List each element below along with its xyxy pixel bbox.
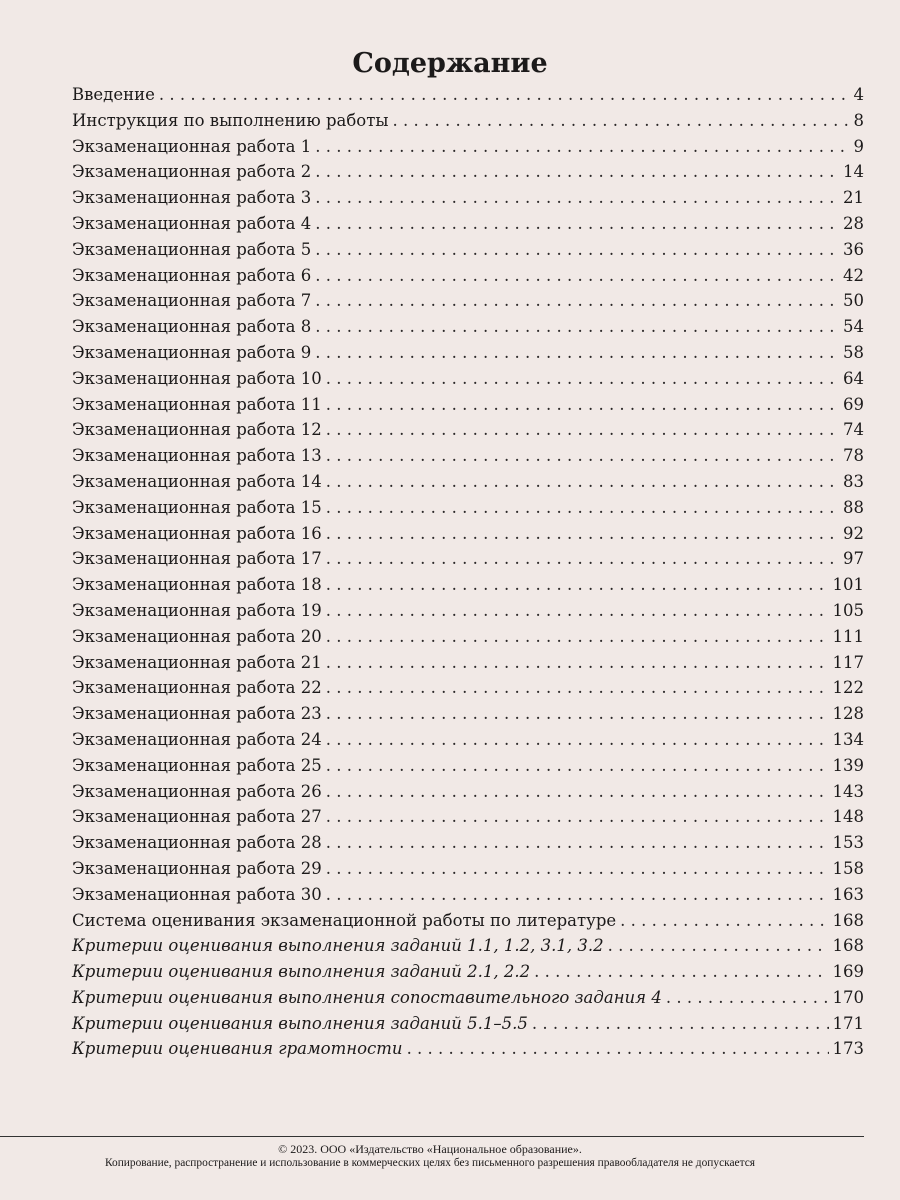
toc-entry-title: Экзаменационная работа 24 [72,729,322,749]
toc-dot-leader [326,495,839,521]
toc-entry [72,624,864,650]
toc-entry [72,959,864,985]
toc-entry-title: Экзаменационная работа 19 [72,600,322,620]
toc-entry [72,985,864,1011]
toc-entry-page: 78 [843,446,864,466]
page-title: Содержание [352,48,548,80]
toc-entry-title: Введение [72,85,155,104]
toc-entry-page: 148 [832,807,864,827]
toc-entry-title: Экзаменационная работа 5 [72,239,312,259]
toc-entry-title: Экзаменационная работа 26 [72,781,322,801]
toc-entry-title: Экзаменационная работа 28 [72,833,322,853]
toc-entry [72,753,864,779]
toc-dot-leader [315,159,839,185]
toc-entry [72,1011,864,1037]
toc-dot-leader [315,314,839,340]
toc-entry-page: 168 [832,910,864,930]
toc-entry-title: Экзаменационная работа 13 [72,446,322,466]
toc-dot-leader [534,959,828,985]
toc-dot-leader [326,469,839,495]
toc-entry [72,159,864,185]
toc-entry-title: Экзаменационная работа 1 [72,136,312,156]
toc-entry-title: Критерии оценивания грамотности [72,1039,403,1059]
toc-dot-leader [315,185,839,211]
toc-dot-leader [326,856,829,882]
footer-notice: Копирование, распространение и использование в коммерческих целях без письменного разрешения правообладателя не допускается [104,1157,756,1169]
toc-entry-page: 54 [843,317,864,337]
toc-entry-title: Критерии оценивания выполнения заданий 1.1, 1.2, 3.1, 3.2 [72,936,604,956]
footer-divider [0,1136,864,1137]
toc-entry [72,263,864,289]
toc-entry [72,469,864,495]
toc-entry-page: 50 [843,291,864,311]
toc-dot-leader [326,727,829,753]
toc-entry-title: Экзаменационная работа 10 [72,368,322,388]
toc-entry-title: Экзаменационная работа 8 [72,317,312,337]
toc-entry [72,495,864,521]
toc-dot-leader [326,417,839,443]
toc-entry-title: Экзаменационная работа 22 [72,678,322,698]
toc-entry [72,779,864,805]
toc-entry-title: Экзаменационная работа 27 [72,807,322,827]
toc-entry [72,108,864,134]
toc-entry-page: 105 [832,600,864,620]
toc-entry-page: 14 [843,162,864,182]
toc-entry [72,134,864,160]
toc-entry-title: Экзаменационная работа 15 [72,497,322,517]
toc-dot-leader [326,830,829,856]
toc-entry-title: Экзаменационная работа 16 [72,523,322,543]
toc-entry-title: Экзаменационная работа 9 [72,342,312,362]
toc-dot-leader [326,753,829,779]
toc-entry-page: 111 [832,626,864,646]
toc-dot-leader [315,288,839,314]
toc-entry-page: 163 [832,884,864,904]
toc-entry-title: Критерии оценивания выполнения сопоставительного задания 4 [72,987,662,1007]
toc-entry [72,185,864,211]
footer-copyright: © 2023. ООО «Издательство «Национальное образование». [278,1142,582,1156]
toc-entry-page: 101 [832,575,864,595]
toc-entry-page: 69 [843,394,864,414]
toc-dot-leader [159,82,850,108]
toc-entry-page: 88 [843,497,864,517]
toc-entry-page: 58 [843,342,864,362]
toc-entry [72,856,864,882]
toc-entry-title: Экзаменационная работа 17 [72,549,322,569]
toc-entry-page: 28 [843,213,864,233]
toc-entry [72,82,864,108]
toc-entry [72,598,864,624]
toc-entry-title: Экзаменационная работа 3 [72,188,312,208]
toc-entry [72,366,864,392]
toc-entry-page: 117 [832,652,864,672]
toc-entry [72,546,864,572]
toc-entry [72,701,864,727]
toc-dot-leader [326,624,829,650]
toc-entry-page: 139 [832,755,864,775]
toc-entry-title: Экзаменационная работа 30 [72,884,322,904]
toc-entry-title: Критерии оценивания выполнения заданий 2.1, 2.2 [72,962,531,982]
toc-entry-page: 143 [832,781,864,801]
toc-dot-leader [532,1011,829,1037]
toc-entry-page: 158 [832,858,864,878]
toc-entry [72,675,864,701]
toc-entry-title: Экзаменационная работа 4 [72,213,312,233]
toc-dot-leader [326,392,839,418]
toc-entry [72,830,864,856]
toc-entry [72,417,864,443]
toc-entry [72,443,864,469]
toc-entry-title: Экзаменационная работа 29 [72,858,322,878]
toc-dot-leader [326,779,829,805]
toc-dot-leader [315,340,839,366]
toc-dot-leader [666,985,829,1011]
toc-entry [72,804,864,830]
toc-dot-leader [315,211,839,237]
toc-entry [72,1036,864,1062]
toc-entry-title: Критерии оценивания выполнения заданий 5.1–5.5 [72,1013,528,1033]
toc-entry-title: Инструкция по выполнению работы [72,110,389,130]
toc-dot-leader [326,650,829,676]
toc-entry-page: 92 [843,523,864,543]
toc-entry [72,908,864,934]
toc-entry [72,237,864,263]
toc-dot-leader [326,521,839,547]
toc-entry-page: 21 [843,188,864,208]
toc-dot-leader [620,908,828,934]
toc-entry-title: Экзаменационная работа 6 [72,265,312,285]
toc-entry-page: 83 [843,471,864,491]
toc-dot-leader [393,108,850,134]
toc-entry-title: Экзаменационная работа 20 [72,626,322,646]
toc-entry [72,340,864,366]
toc-entry [72,933,864,959]
toc-dot-leader [326,804,829,830]
toc-entry-page: 170 [832,987,864,1007]
toc-entry-page: 97 [843,549,864,569]
toc-entry-page: 169 [832,962,864,982]
toc-dot-leader [326,366,839,392]
toc-dot-leader [326,598,829,624]
toc-entry [72,392,864,418]
toc-dot-leader [326,546,839,572]
toc-entry-page: 74 [843,420,864,440]
toc-entry [72,521,864,547]
toc-entry-page: 42 [843,265,864,285]
toc-dot-leader [608,933,829,959]
toc-entry-title: Экзаменационная работа 12 [72,420,322,440]
toc-entry [72,211,864,237]
toc-entry-title: Экзаменационная работа 18 [72,575,322,595]
toc-entry-title: Экзаменационная работа 23 [72,704,322,724]
toc-entry-title: Экзаменационная работа 21 [72,652,322,672]
toc-entry-page: 153 [832,833,864,853]
toc-entry [72,650,864,676]
toc-entry-page: 8 [853,110,864,130]
toc-entry-page: 171 [832,1013,864,1033]
toc-dot-leader [407,1036,829,1062]
toc-entry-page: 9 [853,136,864,156]
toc-entry-page: 122 [832,678,864,698]
table-of-contents [72,82,864,1062]
toc-entry-title: Система оценивания экзаменационной работы по литературе [72,910,617,930]
toc-entry-title: Экзаменационная работа 2 [72,162,312,182]
toc-entry-page: 64 [843,368,864,388]
toc-entry-page: 4 [853,85,864,104]
toc-entry-page: 36 [843,239,864,259]
toc-entry-page: 128 [832,704,864,724]
toc-dot-leader [326,572,829,598]
toc-entry-page: 168 [832,936,864,956]
toc-dot-leader [315,237,839,263]
toc-entry [72,572,864,598]
toc-entry-page: 134 [832,729,864,749]
toc-dot-leader [326,882,829,908]
toc-entry-title: Экзаменационная работа 14 [72,471,322,491]
toc-entry [72,314,864,340]
toc-dot-leader [326,701,829,727]
toc-dot-leader [326,675,829,701]
toc-entry [72,882,864,908]
toc-dot-leader [315,134,849,160]
toc-entry-title: Экзаменационная работа 7 [72,291,312,311]
toc-entry-title: Экзаменационная работа 11 [72,394,322,414]
toc-dot-leader [326,443,839,469]
toc-dot-leader [315,263,839,289]
toc-entry-title: Экзаменационная работа 25 [72,755,322,775]
toc-entry [72,288,864,314]
toc-entry [72,727,864,753]
toc-entry-page: 173 [832,1039,864,1059]
